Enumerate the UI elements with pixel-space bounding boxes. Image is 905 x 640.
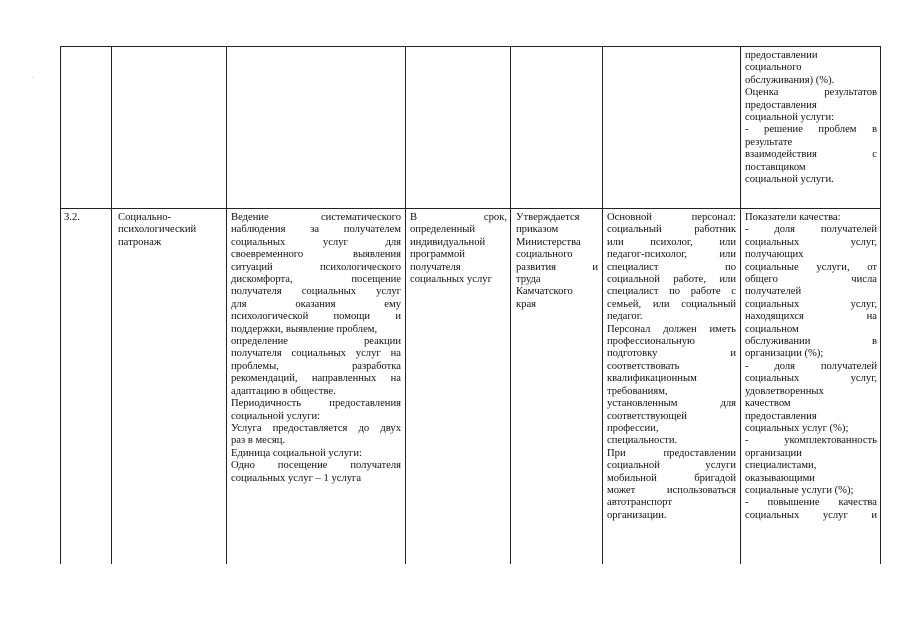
text-line: подготовку и — [607, 348, 736, 360]
text-line: общего числа — [745, 274, 877, 286]
text-line: Показатели качества: — [745, 212, 841, 223]
text-line: социальных услуг (%); — [745, 422, 849, 434]
text-line: семьей, или социальный — [607, 298, 736, 310]
text-line: получателя — [410, 261, 461, 273]
text-line: социальных услуг для — [231, 236, 401, 248]
text-line: социальном — [745, 323, 799, 335]
col-border-3 — [405, 46, 406, 564]
text-line: Одно посещение получателя — [231, 460, 401, 472]
text-line: получателя социальных услуг на — [231, 348, 401, 360]
text-line: своевременного выявления — [231, 249, 401, 261]
text-line: труда — [516, 274, 541, 286]
text-line: - доля получателей — [745, 224, 877, 236]
text-line: качеством — [745, 398, 791, 410]
col-border-2 — [226, 46, 227, 564]
text-line: педагог. — [607, 311, 643, 323]
text-line: - укомплектованность — [745, 435, 877, 447]
text-line: Камчатского — [516, 286, 573, 298]
text-line: результате — [745, 136, 793, 148]
text-line: педагог-психолог, или — [607, 249, 736, 261]
text-line: организации. — [607, 509, 667, 521]
quality-continuation-cell — [745, 50, 877, 186]
text-line: социальных услуг и — [745, 509, 877, 521]
row-number: 3.2. — [64, 212, 80, 223]
text-line: дискомфорта, посещение — [231, 274, 401, 286]
text-line: - решение проблем в — [745, 124, 877, 136]
services-table — [60, 46, 881, 564]
text-line: определенный — [410, 224, 476, 236]
text-line: Периодичность предоставления — [231, 398, 401, 410]
text-line: социальной услуги: — [231, 410, 321, 422]
col-border-5 — [602, 46, 603, 564]
text-line: специальности. — [607, 435, 678, 447]
text-line: Министерства — [516, 236, 581, 248]
text-line: Единица социальной услуги: — [231, 447, 362, 459]
service-term — [410, 212, 507, 286]
text-line: При предоставлении — [607, 447, 736, 459]
text-line: социальные услуги (%); — [745, 484, 854, 496]
text-line: соответствующей — [607, 410, 687, 422]
row-divider — [60, 208, 881, 209]
text-line: оказывающими — [745, 472, 815, 484]
text-line: развития и — [516, 261, 598, 273]
text-line: получающих — [745, 249, 804, 261]
text-line: для оказания ему — [231, 298, 401, 310]
service-name: Социально-психологический патронаж — [118, 212, 197, 248]
text-line: Ведение систематического — [231, 212, 401, 223]
text-line: Утверждается — [516, 212, 580, 223]
text-line: социальных услуг — [410, 274, 492, 286]
text-line: социальные услуги, от — [745, 261, 877, 273]
text-line: Персонал должен иметь — [607, 323, 736, 335]
text-line: Основной персонал: — [607, 212, 736, 223]
text-line: организации (%); — [745, 348, 824, 360]
text-line: поддержки, выявление проблем, — [231, 323, 378, 335]
text-line: взаимодействия с — [745, 149, 877, 161]
text-line: социальной работе, или — [607, 274, 736, 286]
text-line: может использоваться — [607, 484, 736, 496]
service-tariff — [516, 212, 598, 311]
text-line: Оценка результатов — [745, 87, 877, 99]
text-line: определение реакции — [231, 336, 401, 348]
text-line: профессии, — [607, 422, 659, 434]
text-line: - повышение качества — [745, 497, 877, 509]
text-line: раз в месяц. — [231, 435, 286, 447]
text-line: получателя социальных услуг — [231, 286, 401, 298]
text-line: социальной услуги — [607, 460, 736, 472]
text-line: адаптацию в обществе. — [231, 385, 336, 397]
quality-indicators — [745, 212, 877, 522]
text-line: получателей — [745, 286, 802, 298]
text-line: проблемы, разработка — [231, 360, 401, 372]
col-border-6 — [740, 46, 741, 564]
text-line: требованиям, — [607, 385, 668, 397]
text-line: социальных услуг, — [745, 373, 877, 385]
text-line: приказом — [516, 224, 559, 236]
text-line: специалистами, — [745, 460, 817, 472]
text-line: социального — [745, 62, 802, 74]
text-line: рекомендаций, направленных на — [231, 373, 401, 385]
text-line: социальных услуг, — [745, 298, 877, 310]
text-line: наблюдения за получателем — [231, 224, 401, 236]
col-border-0 — [60, 46, 61, 564]
text-line: социальных услуг, — [745, 236, 877, 248]
text-line: установленным для — [607, 398, 736, 410]
text-line: или психолог, или — [607, 236, 736, 248]
text-line: специалист по работе с — [607, 286, 736, 298]
text-line: ситуаций психологического — [231, 261, 401, 273]
text-line: социальный работник — [607, 224, 736, 236]
text-line: психологической помощи и — [231, 311, 401, 323]
table-top-border — [60, 46, 881, 47]
text-line: предоставлении — [745, 50, 818, 61]
service-description — [231, 212, 401, 485]
text-line: поставщиком — [745, 161, 806, 173]
text-line: автотранспорт — [607, 497, 672, 509]
text-line: программой — [410, 249, 465, 261]
text-line: края — [516, 298, 537, 310]
text-line: В срок, — [410, 212, 507, 223]
text-line: социальной услуги. — [745, 174, 834, 186]
text-line: предоставления — [745, 99, 817, 111]
text-line: специалист по — [607, 261, 736, 273]
text-line: социальных услуг – 1 услуга — [231, 472, 362, 484]
text-line: предоставления — [745, 410, 817, 422]
text-line: мобильной бригадой — [607, 472, 736, 484]
stray-mark: . — [32, 72, 34, 80]
col-border-1 — [111, 46, 112, 564]
text-line: Услуга предоставляется до двух — [231, 422, 401, 434]
text-line: индивидуальной — [410, 236, 486, 248]
text-line: организации — [745, 447, 802, 459]
col-border-7 — [880, 46, 881, 564]
service-conditions — [607, 212, 736, 522]
text-line: соответствовать — [607, 360, 680, 372]
text-line: профессиональную — [607, 336, 695, 348]
text-line: находящихся на — [745, 311, 877, 323]
text-line: удовлетворенных — [745, 385, 824, 397]
text-line: квалификационным — [607, 373, 697, 385]
text-line: - доля получателей — [745, 360, 877, 372]
text-line: обслуживании в — [745, 336, 877, 348]
text-line: социального — [516, 249, 573, 261]
text-line: социальной услуги: — [745, 112, 835, 124]
col-border-4 — [510, 46, 511, 564]
text-line: обслуживания) (%). — [745, 74, 835, 86]
